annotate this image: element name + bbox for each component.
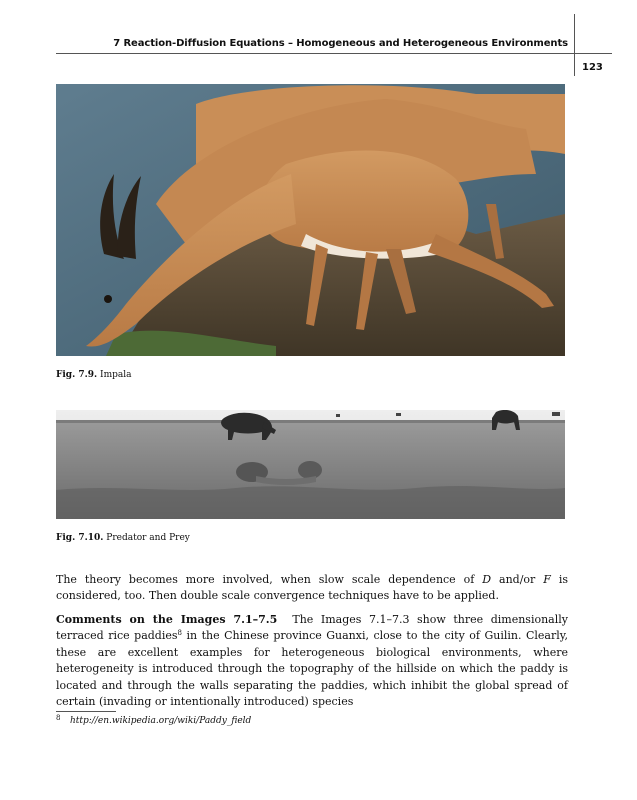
paragraph-text: is considered, too. Then double scale convergence techniques have to be applied. xyxy=(56,573,568,603)
figure-label: Fig. 7.10. xyxy=(56,533,104,543)
variable-d: D xyxy=(482,573,492,586)
figure-caption-impala xyxy=(56,370,132,380)
footnote-url: http://en.wikipedia.org/wiki/Paddy_field xyxy=(70,716,252,726)
figure-impala-photo xyxy=(56,84,565,356)
variable-f: F xyxy=(543,573,551,586)
paragraph-text: in the Chinese province Guanxi, close to the city of Guilin. Clearly, these are excellent examples for heterogeneous biological environments, where heterogeneity is introduced through the topography of the hillside on which the paddy is located and through the walls separating the paddies, which inhibit the global spread of certain (invading or intentionally introduced) species xyxy=(56,629,569,709)
paragraph-text: The Images 7.1–7.3 show three dimensionally terraced rice paddies xyxy=(56,613,568,643)
paragraph-text: The theory becomes more involved, when slow scale dependence of xyxy=(56,573,483,586)
footnote-mark: 8 xyxy=(56,714,61,722)
page-number: 123 xyxy=(582,62,603,73)
footnote-reference: 8 xyxy=(177,629,182,638)
header-vertical-rule xyxy=(574,14,575,76)
header-rule xyxy=(56,53,612,54)
figure-caption-text: Predator and Prey xyxy=(106,533,190,543)
impala-illustration xyxy=(56,84,565,356)
footnote xyxy=(56,714,251,726)
figure-caption-text: Impala xyxy=(100,370,132,380)
figure-caption-predator-prey xyxy=(56,533,190,543)
predator-prey-illustration xyxy=(56,410,565,519)
paragraph-comments xyxy=(56,612,568,710)
paragraph-text: and/or xyxy=(491,573,544,586)
running-head: 7 Reaction-Diffusion Equations – Homogeneous and Heterogeneous Environments xyxy=(113,38,568,49)
paragraph-theory xyxy=(56,572,568,605)
figure-label: Fig. 7.9. xyxy=(56,370,98,380)
footnote-rule xyxy=(56,711,116,712)
paragraph-heading: Comments on the Images 7.1–7.5 xyxy=(56,613,278,626)
figure-predator-prey-photo xyxy=(56,410,565,519)
